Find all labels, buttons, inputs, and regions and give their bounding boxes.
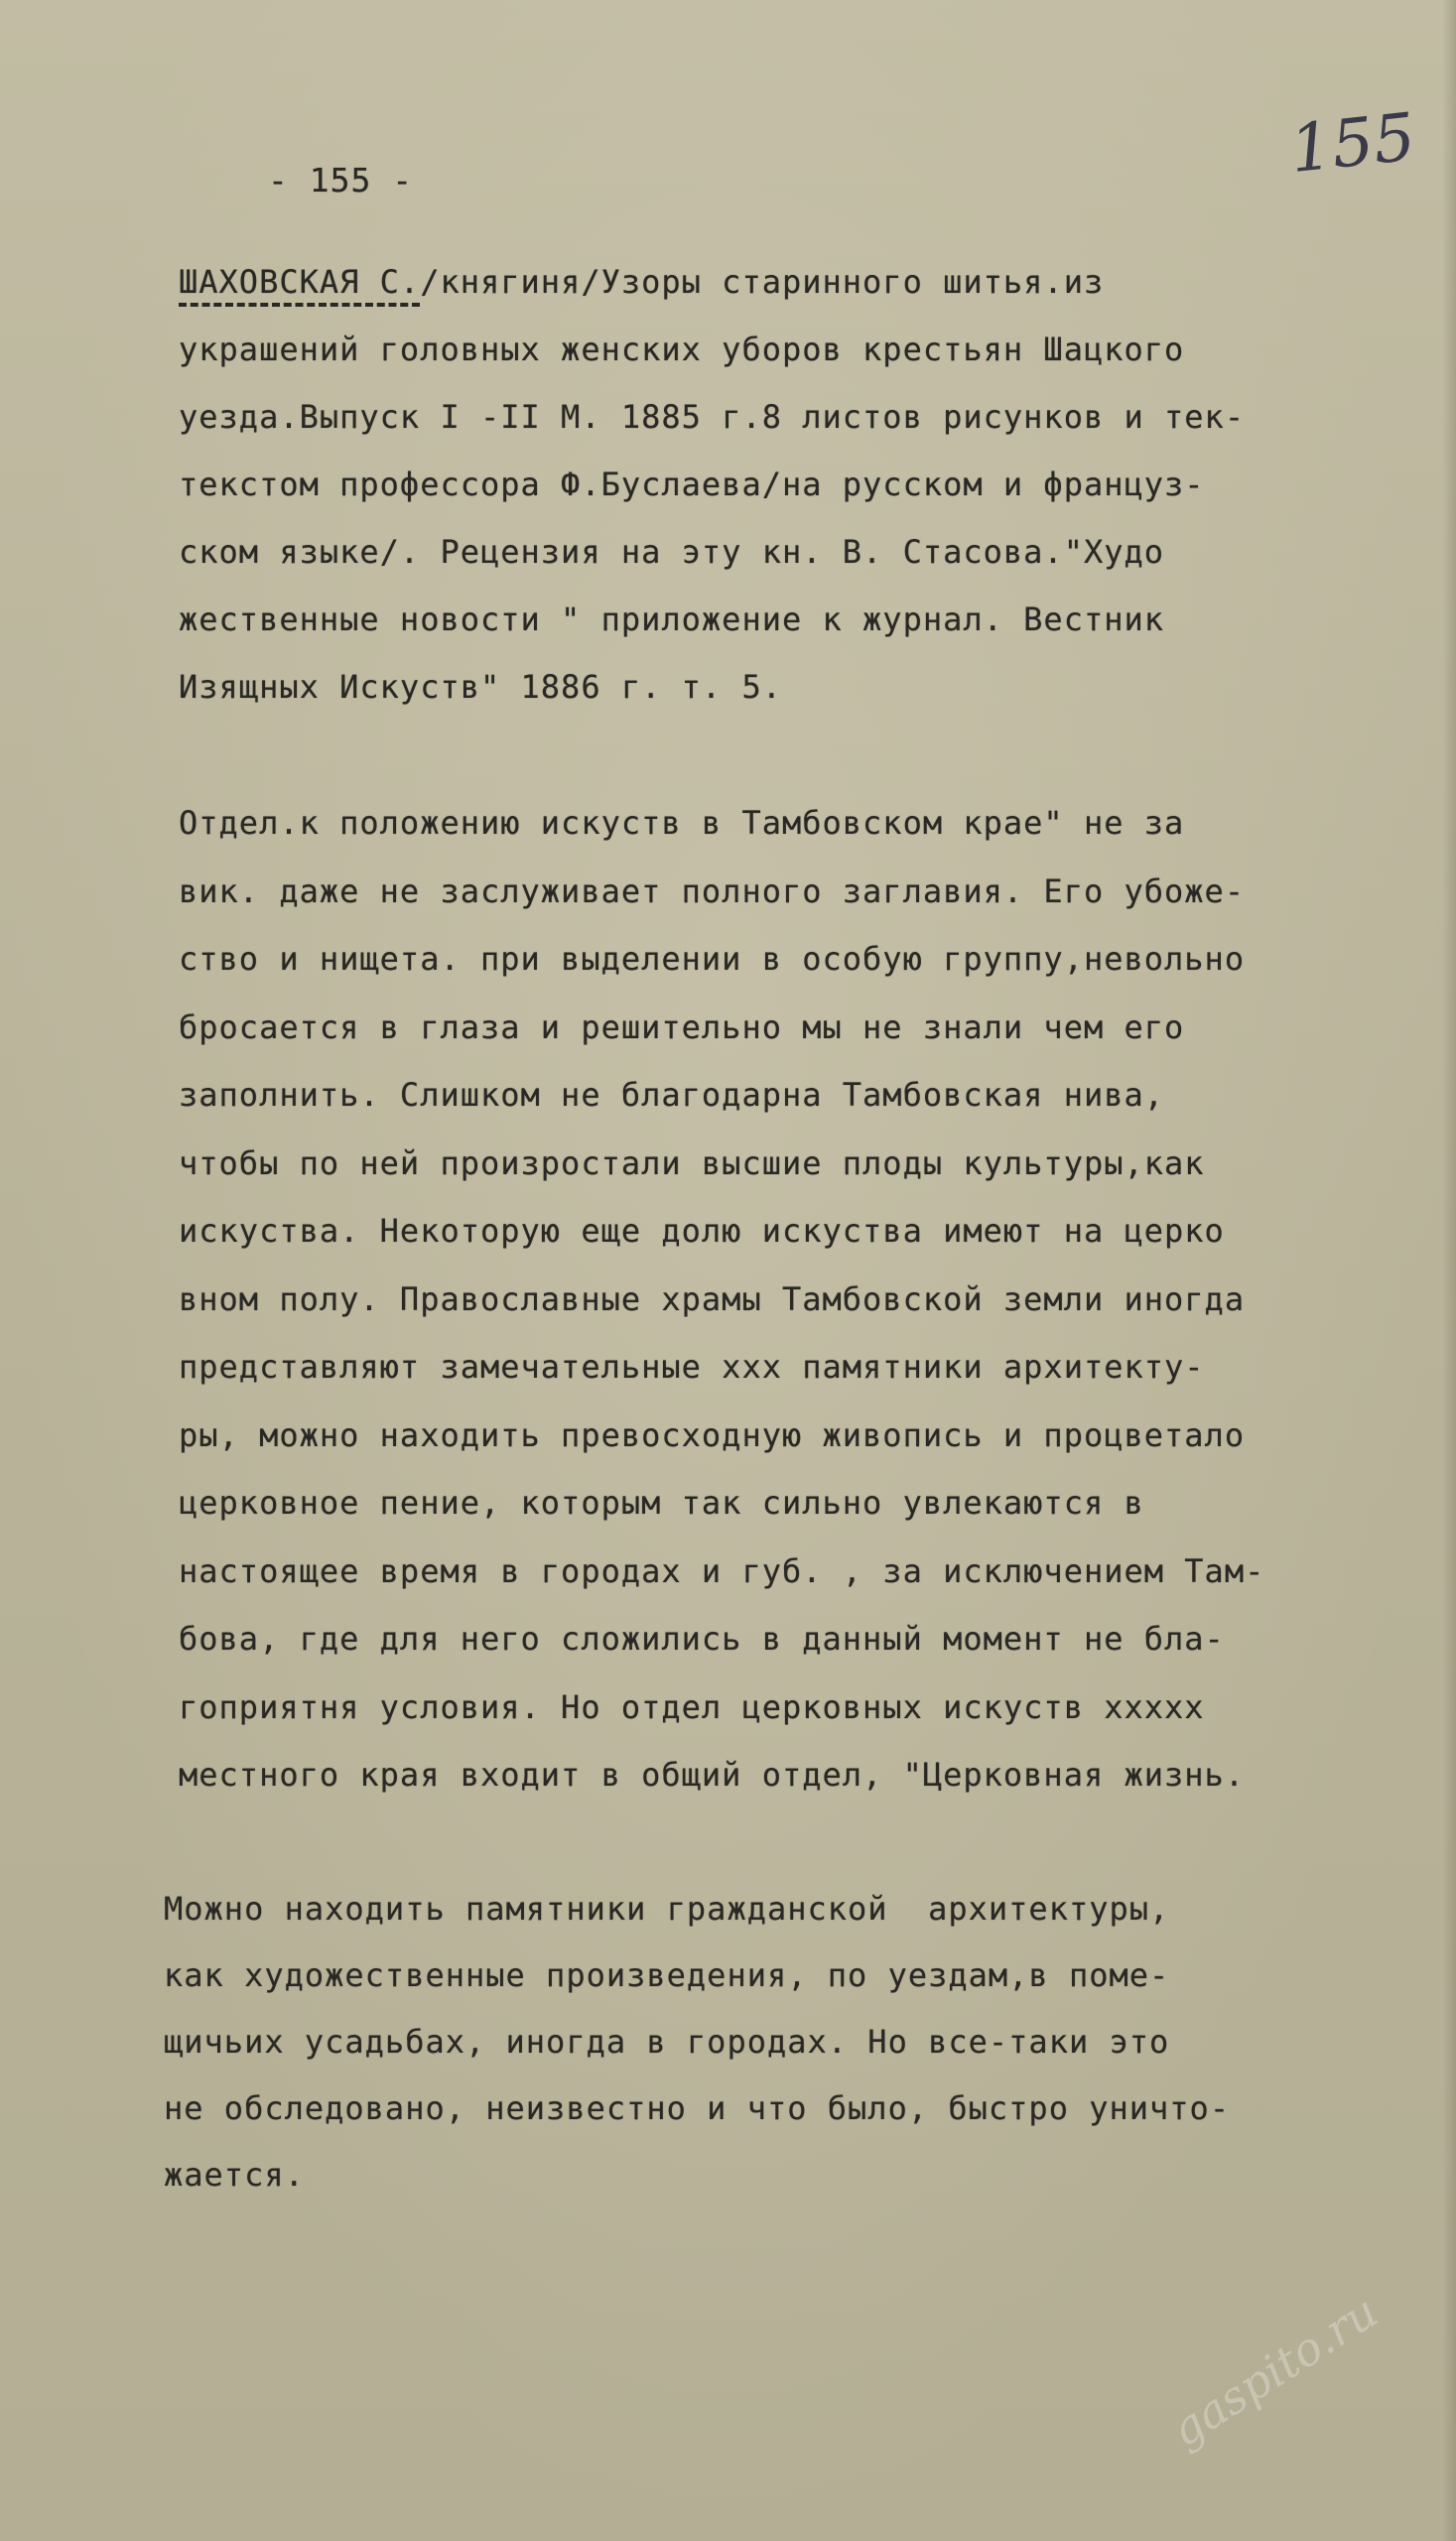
author-name: ШАХОВСКАЯ С. <box>179 263 420 307</box>
entry-line-1 <box>179 248 1340 316</box>
paragraph-line: жается. <box>164 2156 305 2194</box>
paragraph-line: бросается в глаза и решительно мы не знали чем его <box>179 1007 1185 1046</box>
paragraph-line: щичьих усадьбах, иногда в городах. Но все-таки это <box>164 2023 1170 2061</box>
entry-line: украшений головных женских уборов крестьян Шацкого <box>179 331 1185 368</box>
paragraph-line: местного края входит в общий отдел, "Церковная жизнь. <box>179 1756 1246 1794</box>
entry-line: текстом профессора Ф.Буслаева/на русском и француз- <box>179 466 1205 503</box>
page-number: - 155 - <box>268 161 414 200</box>
paragraph-line: вном полу. Православные храмы Тамбовской земли иногда <box>179 1279 1246 1318</box>
paragraph-line: чтобы по ней произростали высшие плоды культуры,как <box>179 1143 1205 1182</box>
paragraph-civil-architecture <box>164 1876 1335 2208</box>
entry-line: Изящных Искуств" 1886 г. т. 5. <box>179 668 782 706</box>
paragraph-line: не обследовано, неизвестно и что было, быстро уничто- <box>164 2089 1231 2127</box>
entry-line: жественные новости " приложение к журнал. Вестник <box>179 601 1165 638</box>
watermark: gaspito.ru <box>1161 2284 1388 2458</box>
paragraph-line: заполнить. Слишком не благодарна Тамбовская нива, <box>179 1076 1165 1114</box>
paragraph-line: ры, можно находить превосходную живопись и процветало <box>179 1415 1246 1454</box>
paragraph-line: как художественные произведения, по уездам,в поме- <box>164 1956 1170 1994</box>
entry-line: ском языке/. Рецензия на эту кн. В. Стасова."Худо <box>179 533 1165 571</box>
handwritten-folio-number: 155 <box>1286 98 1419 189</box>
paragraph-line: гоприятня условия. Но отдел церковных искуств ххххх <box>179 1687 1205 1726</box>
bibliography-entry <box>179 248 1340 721</box>
paragraph-arts-section <box>179 789 1350 1809</box>
paragraph-line: представляют замечательные ххх памятники архитекту- <box>179 1348 1205 1386</box>
paragraph-line: настоящее время в городах и губ. , за исключением Там- <box>179 1551 1265 1590</box>
paragraph-line: ство и нищета. при выделении в особую группу,невольно <box>179 940 1246 978</box>
entry-line-text: /княгиня/Узоры старинного шитья.из <box>420 263 1105 301</box>
paragraph-line: Отдел.к положению искуств в Тамбовском крае" не за <box>179 804 1185 842</box>
paragraph-line: искуства. Некоторую еще долю искуства имеют на церко <box>179 1212 1225 1250</box>
paragraph-line: церковное пение, которым так сильно увлекаются в <box>179 1484 1144 1522</box>
entry-line: уезда.Выпуск I -II М. 1885 г.8 листов рисунков и тек- <box>179 398 1246 436</box>
paragraph-line: бова, где для него сложились в данный момент не бла- <box>179 1620 1225 1658</box>
paragraph-line: Можно находить памятники гражданской архитектуры, <box>164 1890 1170 1928</box>
paragraph-line: вик. даже не заслуживает полного заглавия. Его убоже- <box>179 871 1246 910</box>
